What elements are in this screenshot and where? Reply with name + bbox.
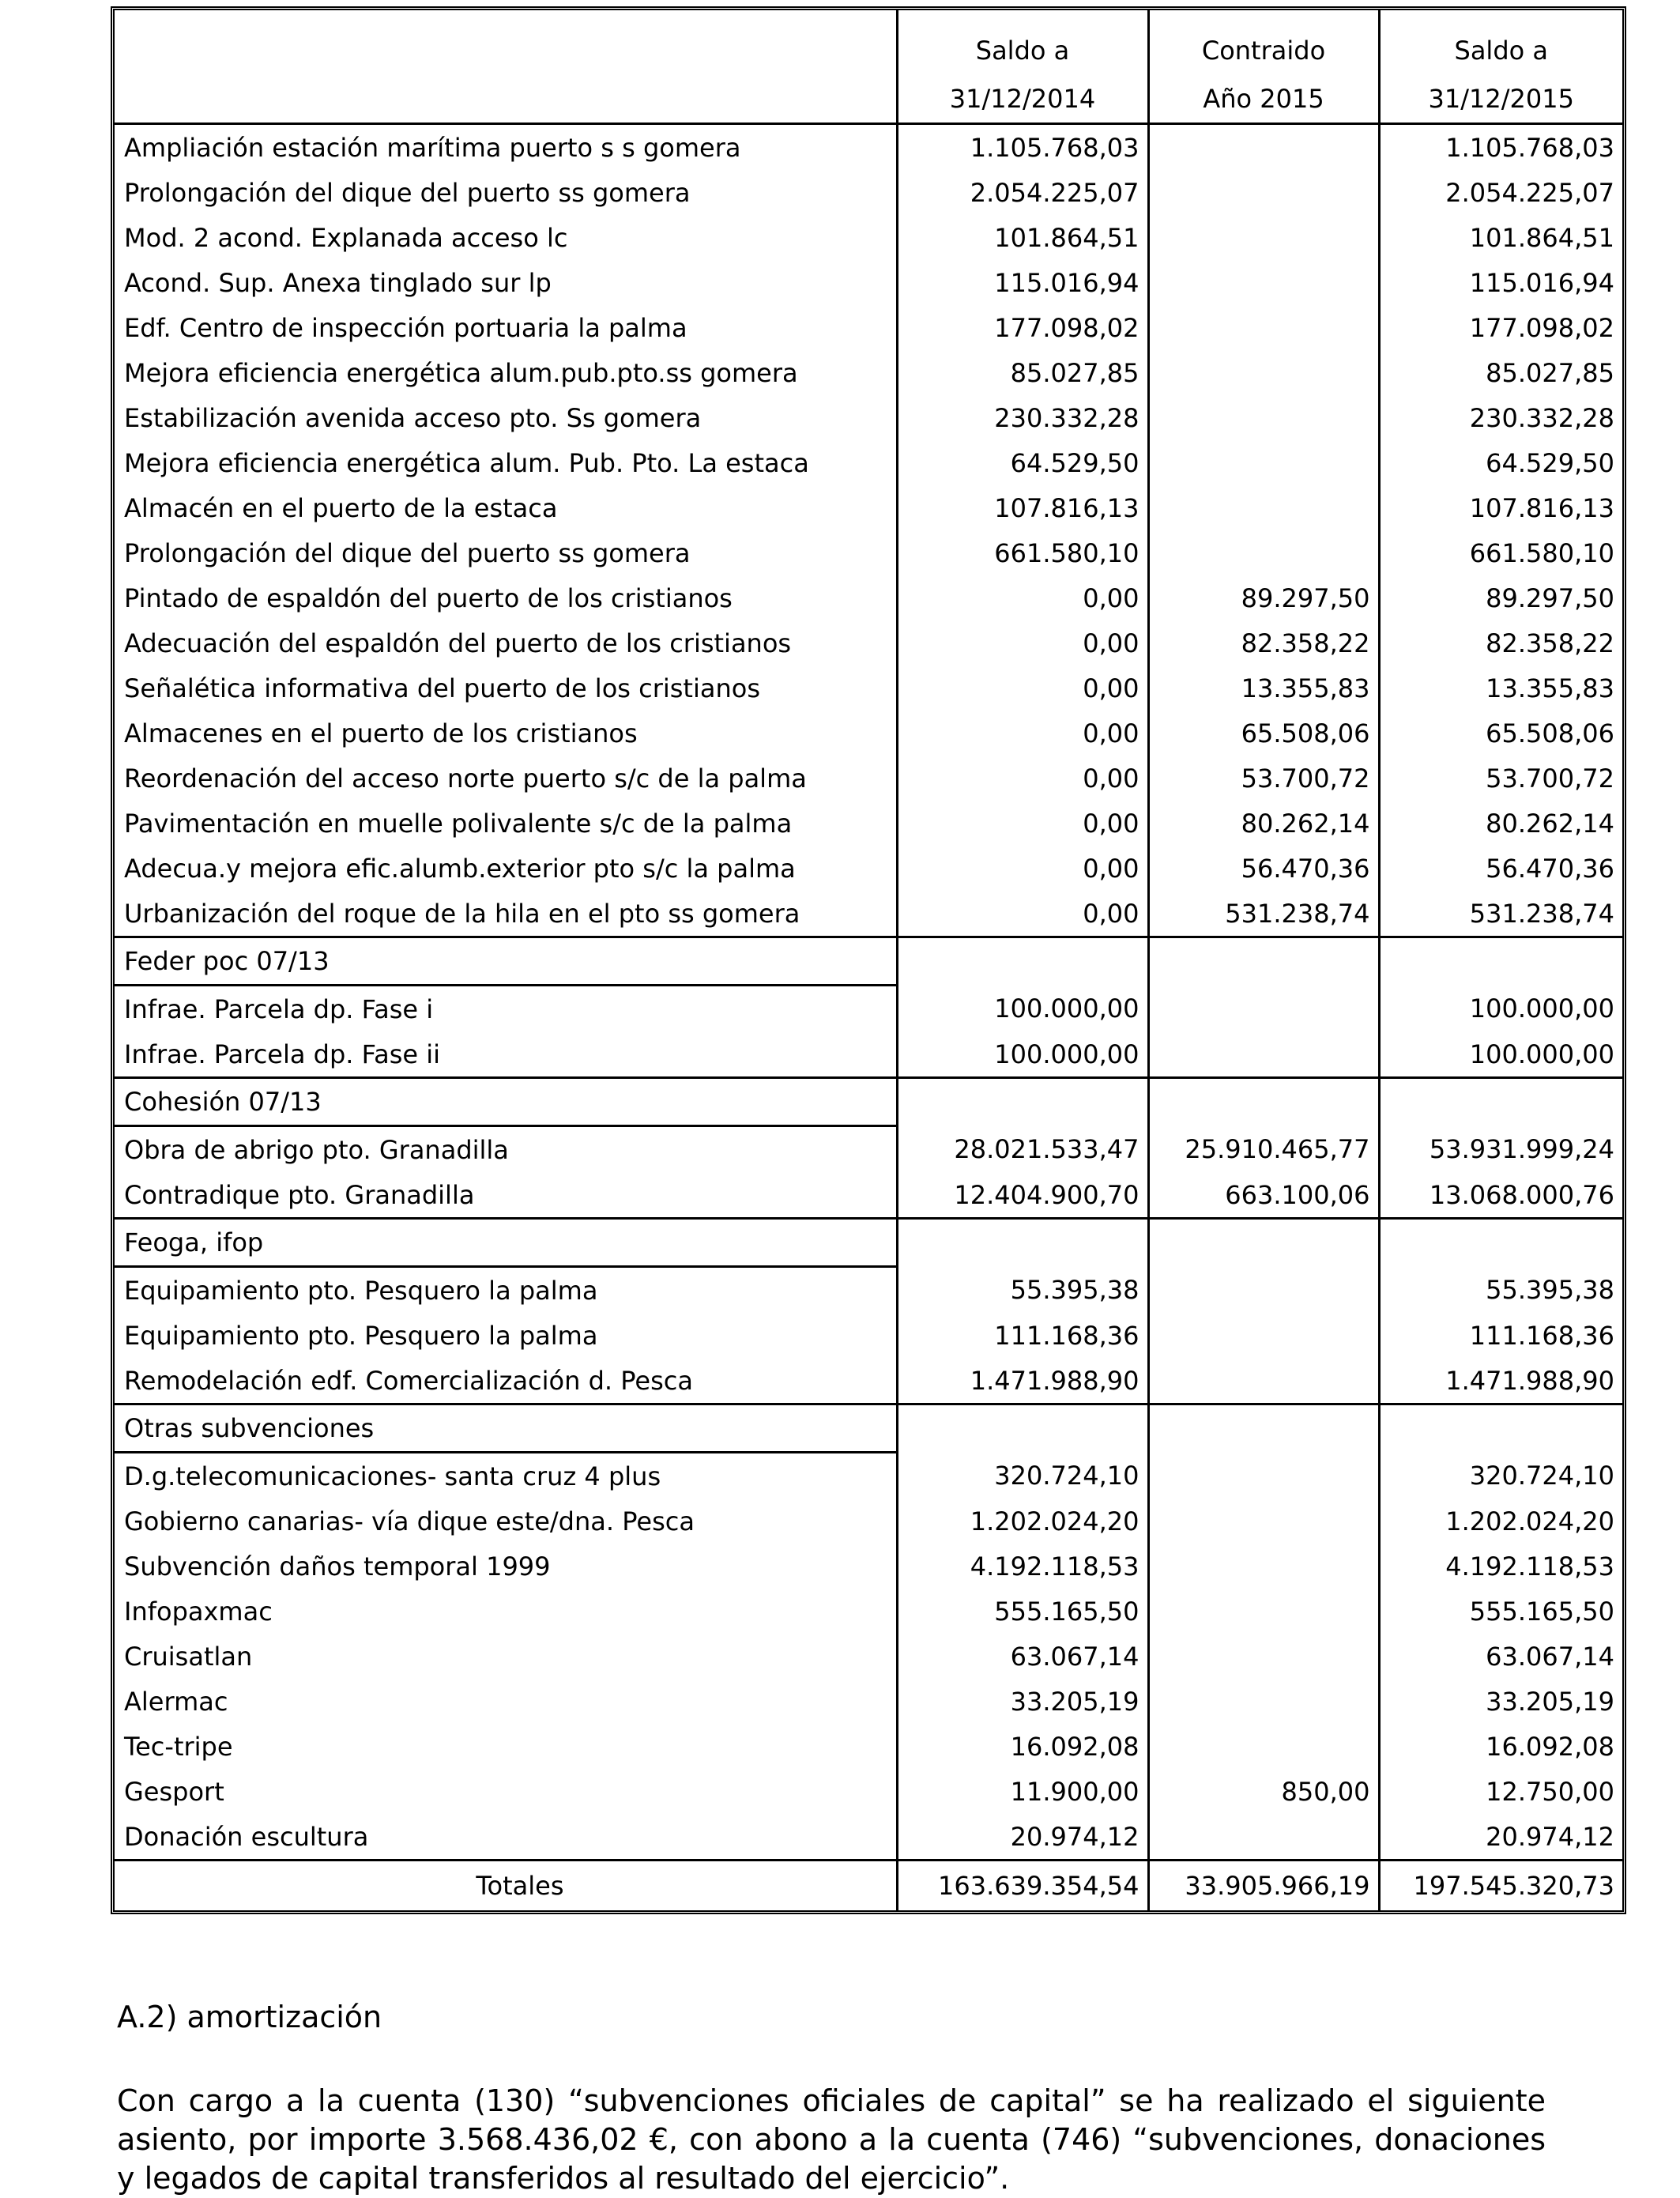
row-balance-2014: 177.098,02 — [897, 305, 1148, 350]
table-row — [115, 620, 1622, 665]
row-incurred-2015: 531.238,74 — [1148, 891, 1379, 937]
row-description: Edf. Centro de inspección portuaria la palma — [124, 312, 687, 343]
row-description: Alermac — [124, 1686, 228, 1717]
row-description: Obra de abrigo pto. Granadilla — [124, 1134, 509, 1165]
table-row — [115, 846, 1622, 891]
row-balance-2014: 85.027,85 — [897, 350, 1148, 395]
row-balance-2014: 107.816,13 — [897, 485, 1148, 530]
table-row — [115, 1679, 1622, 1724]
row-balance-2015: 82.358,22 — [1379, 620, 1622, 665]
row-balance-2015: 33.205,19 — [1379, 1679, 1622, 1724]
row-description: Gobierno canarias- vía dique este/dna. Pesca — [124, 1506, 695, 1536]
row-incurred-2015 — [1148, 1544, 1379, 1589]
section-heading: A.2) amortización — [117, 2000, 382, 2034]
table-row — [115, 1358, 1622, 1404]
row-balance-2015: 13.068.000,76 — [1379, 1172, 1622, 1219]
table-row — [115, 1769, 1622, 1814]
table-row — [115, 1814, 1622, 1861]
row-incurred-2015: 663.100,06 — [1148, 1172, 1379, 1219]
row-balance-2015: 107.816,13 — [1379, 485, 1622, 530]
row-balance-2014: 100.000,00 — [897, 986, 1148, 1032]
row-description: Mod. 2 acond. Explanada acceso lc — [124, 222, 568, 253]
row-incurred-2015: 53.700,72 — [1148, 756, 1379, 801]
section-empty-cell — [1379, 1219, 1622, 1267]
row-balance-2014: 661.580,10 — [897, 530, 1148, 575]
subsidies-table — [115, 10, 1622, 1910]
row-incurred-2015: 56.470,36 — [1148, 846, 1379, 891]
subsidies-table-frame — [111, 6, 1626, 1914]
row-balance-2014: 100.000,00 — [897, 1031, 1148, 1078]
header-balance-2014-line2: 31/12/2014 — [897, 74, 1148, 124]
row-incurred-2015 — [1148, 1679, 1379, 1724]
row-description: Acond. Sup. Anexa tinglado sur lp — [124, 267, 552, 298]
row-balance-2014: 63.067,14 — [897, 1634, 1148, 1679]
table-row — [115, 124, 1622, 171]
header-balance-2015-line2: 31/12/2015 — [1379, 74, 1622, 124]
row-balance-2014: 11.900,00 — [897, 1769, 1148, 1814]
table-header — [115, 10, 1622, 124]
row-description: Urbanización del roque de la hila en el pto ss gomera — [115, 891, 897, 937]
totals-balance-2014: 163.639.354,54 — [897, 1861, 1148, 1911]
row-balance-2015: 80.262,14 — [1379, 801, 1622, 846]
section-header-row — [115, 937, 1622, 986]
row-balance-2015: 320.724,10 — [1379, 1453, 1622, 1499]
row-balance-2015: 4.192.118,53 — [1379, 1544, 1622, 1589]
row-balance-2015: 1.202.024,20 — [1379, 1499, 1622, 1544]
row-balance-2014: 4.192.118,53 — [897, 1544, 1148, 1589]
row-description: Adecuación del espaldón del puerto de los cristianos — [124, 628, 792, 658]
row-balance-2014: 0,00 — [897, 846, 1148, 891]
table-row — [115, 170, 1622, 215]
row-incurred-2015 — [1148, 395, 1379, 440]
row-balance-2015: 661.580,10 — [1379, 530, 1622, 575]
row-incurred-2015: 80.262,14 — [1148, 801, 1379, 846]
totals-label: Totales — [115, 1861, 897, 1911]
table-row — [115, 350, 1622, 395]
row-incurred-2015 — [1148, 1634, 1379, 1679]
header-balance-2014-line1: Saldo a — [897, 10, 1148, 74]
totals-incurred-2015: 33.905.966,19 — [1148, 1861, 1379, 1911]
row-incurred-2015 — [1148, 260, 1379, 305]
row-balance-2014: 0,00 — [897, 620, 1148, 665]
row-incurred-2015 — [1148, 1724, 1379, 1769]
table-row — [115, 665, 1622, 711]
row-description: Infopaxmac — [124, 1596, 273, 1627]
row-balance-2015: 1.105.768,03 — [1379, 124, 1622, 171]
row-description: Pintado de espaldón del puerto de los cristianos — [124, 582, 733, 613]
row-balance-2014: 0,00 — [897, 665, 1148, 711]
row-balance-2014: 0,00 — [897, 711, 1148, 756]
header-incurred-2015-line2: Año 2015 — [1148, 74, 1379, 124]
row-balance-2015: 85.027,85 — [1379, 350, 1622, 395]
row-balance-2015: 111.168,36 — [1379, 1313, 1622, 1358]
row-balance-2014: 230.332,28 — [897, 395, 1148, 440]
table-row — [115, 575, 1622, 620]
row-balance-2015: 89.297,50 — [1379, 575, 1622, 620]
section-empty-cell — [1148, 1219, 1379, 1267]
table-row — [115, 1172, 1622, 1219]
row-balance-2015: 65.508,06 — [1379, 711, 1622, 756]
row-balance-2015: 20.974,12 — [1379, 1814, 1622, 1861]
section-empty-cell — [1148, 1404, 1379, 1453]
header-balance-2015-line1: Saldo a — [1379, 10, 1622, 74]
row-description: Reordenación del acceso norte puerto s/c de la palma — [124, 763, 807, 794]
row-balance-2015: 101.864,51 — [1379, 215, 1622, 260]
row-balance-2015: 55.395,38 — [1379, 1267, 1622, 1314]
row-balance-2015: 53.931.999,24 — [1379, 1126, 1622, 1173]
row-balance-2014: 12.404.900,70 — [897, 1172, 1148, 1219]
row-balance-2015: 2.054.225,07 — [1379, 170, 1622, 215]
row-balance-2014: 0,00 — [897, 801, 1148, 846]
row-balance-2015: 16.092,08 — [1379, 1724, 1622, 1769]
table-row — [115, 1453, 1622, 1499]
table-row — [115, 440, 1622, 485]
row-balance-2014: 55.395,38 — [897, 1267, 1148, 1314]
table-row — [115, 530, 1622, 575]
row-balance-2014: 101.864,51 — [897, 215, 1148, 260]
row-incurred-2015: 89.297,50 — [1148, 575, 1379, 620]
row-description: Subvención daños temporal 1999 — [124, 1551, 551, 1582]
row-balance-2014: 0,00 — [897, 891, 1148, 937]
row-incurred-2015 — [1148, 1589, 1379, 1634]
table-row — [115, 305, 1622, 350]
row-description: Estabilización avenida acceso pto. Ss gomera — [124, 402, 702, 433]
row-balance-2015: 100.000,00 — [1379, 1031, 1622, 1078]
row-description: Prolongación del dique del puerto ss gomera — [124, 537, 691, 568]
row-balance-2015: 115.016,94 — [1379, 260, 1622, 305]
row-incurred-2015 — [1148, 1031, 1379, 1078]
section-empty-cell — [897, 1078, 1148, 1126]
row-balance-2015: 56.470,36 — [1379, 846, 1622, 891]
row-incurred-2015 — [1148, 305, 1379, 350]
row-description: Infrae. Parcela dp. Fase i — [124, 993, 434, 1024]
row-description: Infrae. Parcela dp. Fase ii — [115, 1031, 897, 1078]
row-description: D.g.telecomunicaciones- santa cruz 4 plus — [124, 1461, 661, 1491]
table-body — [115, 124, 1622, 1911]
row-balance-2014: 1.471.988,90 — [897, 1358, 1148, 1404]
row-description: Remodelación edf. Comercialización d. Pesca — [115, 1358, 897, 1404]
table-row — [115, 395, 1622, 440]
section-title: Feoga, ifop — [115, 1219, 897, 1267]
row-incurred-2015 — [1148, 986, 1379, 1032]
table-row — [115, 260, 1622, 305]
section-title: Cohesión 07/13 — [115, 1078, 897, 1126]
row-balance-2014: 1.202.024,20 — [897, 1499, 1148, 1544]
row-balance-2015: 555.165,50 — [1379, 1589, 1622, 1634]
section-header-row — [115, 1219, 1622, 1267]
table-row — [115, 1634, 1622, 1679]
row-description: Prolongación del dique del puerto ss gomera — [124, 177, 691, 208]
row-incurred-2015 — [1148, 440, 1379, 485]
section-title: Feder poc 07/13 — [115, 937, 897, 986]
table-row — [115, 215, 1622, 260]
section-empty-cell — [1379, 1078, 1622, 1126]
table-row — [115, 801, 1622, 846]
row-balance-2014: 2.054.225,07 — [897, 170, 1148, 215]
row-balance-2014: 555.165,50 — [897, 1589, 1148, 1634]
header-description-empty — [115, 10, 897, 74]
row-balance-2014: 1.105.768,03 — [897, 124, 1148, 171]
row-description: Mejora eficiencia energética alum.pub.pto.ss gomera — [124, 357, 798, 388]
row-balance-2014: 0,00 — [897, 575, 1148, 620]
row-description: Contradique pto. Granadilla — [115, 1172, 897, 1219]
row-description: Equipamiento pto. Pesquero la palma — [124, 1320, 598, 1351]
row-balance-2014: 16.092,08 — [897, 1724, 1148, 1769]
row-description: Almacén en el puerto de la estaca — [124, 492, 558, 523]
row-incurred-2015 — [1148, 170, 1379, 215]
row-balance-2015: 1.471.988,90 — [1379, 1358, 1622, 1404]
row-incurred-2015: 850,00 — [1148, 1769, 1379, 1814]
table-row — [115, 1499, 1622, 1544]
row-balance-2015: 230.332,28 — [1379, 395, 1622, 440]
section-empty-cell — [897, 1219, 1148, 1267]
table-row — [115, 1031, 1622, 1078]
header-description-empty-2 — [115, 74, 897, 124]
section-header-row — [115, 1078, 1622, 1126]
table-row — [115, 1589, 1622, 1634]
totals-balance-2015: 197.545.320,73 — [1379, 1861, 1622, 1911]
row-balance-2014: 115.016,94 — [897, 260, 1148, 305]
row-incurred-2015 — [1148, 1267, 1379, 1314]
table-row — [115, 1267, 1622, 1314]
row-description: Gesport — [124, 1776, 224, 1807]
section-empty-cell — [897, 1404, 1148, 1453]
section-empty-cell — [1148, 937, 1379, 986]
row-description: Equipamiento pto. Pesquero la palma — [124, 1275, 598, 1306]
row-balance-2015: 13.355,83 — [1379, 665, 1622, 711]
table-row — [115, 1544, 1622, 1589]
row-balance-2014: 320.724,10 — [897, 1453, 1148, 1499]
row-incurred-2015: 13.355,83 — [1148, 665, 1379, 711]
header-incurred-2015-line1: Contraido — [1148, 10, 1379, 74]
section-empty-cell — [1148, 1078, 1379, 1126]
section-header-row — [115, 1404, 1622, 1453]
row-incurred-2015 — [1148, 1358, 1379, 1404]
row-incurred-2015 — [1148, 215, 1379, 260]
body-paragraph: Con cargo a la cuenta (130) “subvenciones oficiales de capital” se ha realizado el siguiente asiento, por importe 3.568.436,02 €, con abono a la cuenta (746) “subvenciones, donaciones y legados de capital transferidos al resultado del ejercicio”. — [117, 2083, 1546, 2196]
row-balance-2014: 0,00 — [897, 756, 1148, 801]
table-row — [115, 986, 1622, 1032]
row-description: Pavimentación en muelle polivalente s/c de la palma — [124, 808, 793, 839]
row-incurred-2015 — [1148, 1814, 1379, 1861]
row-balance-2015: 53.700,72 — [1379, 756, 1622, 801]
section-empty-cell — [897, 937, 1148, 986]
row-balance-2015: 12.750,00 — [1379, 1769, 1622, 1814]
section-empty-cell — [1379, 937, 1622, 986]
row-incurred-2015: 65.508,06 — [1148, 711, 1379, 756]
table-row — [115, 891, 1622, 937]
section-title: Otras subvenciones — [115, 1404, 897, 1453]
row-description: Adecua.y mejora efic.alumb.exterior pto s/c la palma — [124, 853, 796, 884]
row-incurred-2015 — [1148, 350, 1379, 395]
row-balance-2014: 28.021.533,47 — [897, 1126, 1148, 1173]
row-balance-2015: 177.098,02 — [1379, 305, 1622, 350]
row-balance-2015: 100.000,00 — [1379, 986, 1622, 1032]
row-description: Tec-tripe — [124, 1731, 233, 1762]
row-incurred-2015: 82.358,22 — [1148, 620, 1379, 665]
row-balance-2014: 20.974,12 — [897, 1814, 1148, 1861]
row-incurred-2015 — [1148, 1453, 1379, 1499]
row-description: Mejora eficiencia energética alum. Pub. Pto. La estaca — [124, 447, 809, 478]
table-row — [115, 485, 1622, 530]
row-description: Cruisatlan — [124, 1641, 253, 1672]
table-row — [115, 1313, 1622, 1358]
row-balance-2014: 33.205,19 — [897, 1679, 1148, 1724]
section-empty-cell — [1379, 1404, 1622, 1453]
table-row — [115, 711, 1622, 756]
table-row — [115, 1126, 1622, 1173]
row-incurred-2015 — [1148, 485, 1379, 530]
row-incurred-2015 — [1148, 1499, 1379, 1544]
row-incurred-2015 — [1148, 1313, 1379, 1358]
row-description: Señalética informativa del puerto de los cristianos — [124, 673, 760, 703]
row-incurred-2015 — [1148, 124, 1379, 171]
row-description: Ampliación estación marítima puerto s s gomera — [124, 132, 741, 163]
row-balance-2015: 64.529,50 — [1379, 440, 1622, 485]
row-description: Almacenes en el puerto de los cristianos — [124, 718, 638, 748]
totals-row — [115, 1861, 1622, 1911]
table-row — [115, 756, 1622, 801]
row-description: Donación escultura — [124, 1821, 369, 1852]
row-balance-2015: 531.238,74 — [1379, 891, 1622, 937]
row-balance-2014: 111.168,36 — [897, 1313, 1148, 1358]
row-balance-2015: 63.067,14 — [1379, 1634, 1622, 1679]
row-balance-2014: 64.529,50 — [897, 440, 1148, 485]
row-incurred-2015: 25.910.465,77 — [1148, 1126, 1379, 1173]
row-incurred-2015 — [1148, 530, 1379, 575]
table-row — [115, 1724, 1622, 1769]
